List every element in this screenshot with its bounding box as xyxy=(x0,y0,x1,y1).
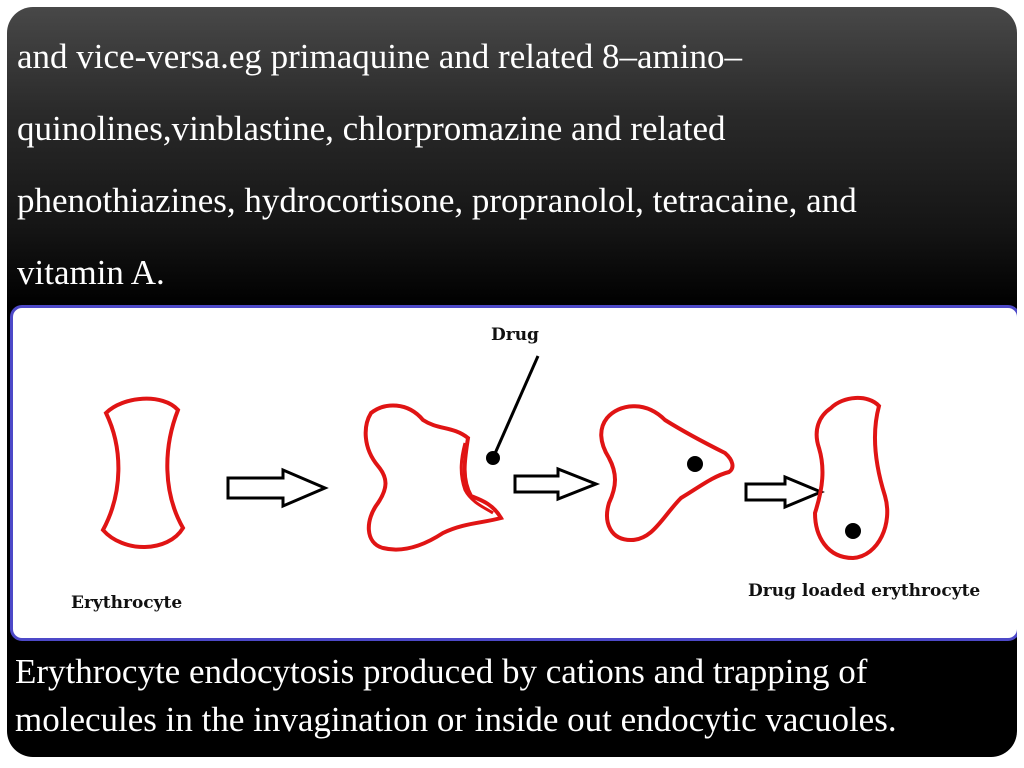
caption xyxy=(15,648,1015,744)
drug-pointer-line xyxy=(493,356,538,458)
intro-line-1: and vice-versa.eg primaquine and related 8–amino– xyxy=(17,37,742,76)
intro-text xyxy=(17,21,1007,309)
erythrocyte-label: Erythrocyte xyxy=(71,593,183,613)
intro-line-4: vitamin A. xyxy=(17,253,165,292)
drug-dot-2 xyxy=(687,456,703,472)
intro-line-3: phenothiazines, hydrocortisone, propranolol, tetracaine, and xyxy=(17,181,857,220)
caption-line-2: molecules in the invagination or inside out endocytic vacuoles. xyxy=(15,700,897,739)
drug-dot-3 xyxy=(845,523,861,539)
arrow-3 xyxy=(746,477,821,507)
arrow-1 xyxy=(228,470,325,506)
endocytosis-diagram xyxy=(13,308,1017,638)
erythrocyte-cell xyxy=(103,399,183,547)
drug-label: Drug xyxy=(491,325,539,345)
diagram-panel xyxy=(10,305,1017,641)
arrow-2 xyxy=(515,469,596,499)
caption-line-1: Erythrocyte endocytosis produced by cations and trapping of xyxy=(15,652,868,691)
slide xyxy=(7,7,1017,757)
invaginating-cell xyxy=(366,405,501,549)
engulfing-cell xyxy=(601,406,732,540)
drug-loaded-label: Drug loaded erythrocyte xyxy=(748,581,981,601)
intro-line-2: quinolines,vinblastine, chlorpromazine and related xyxy=(17,109,726,148)
